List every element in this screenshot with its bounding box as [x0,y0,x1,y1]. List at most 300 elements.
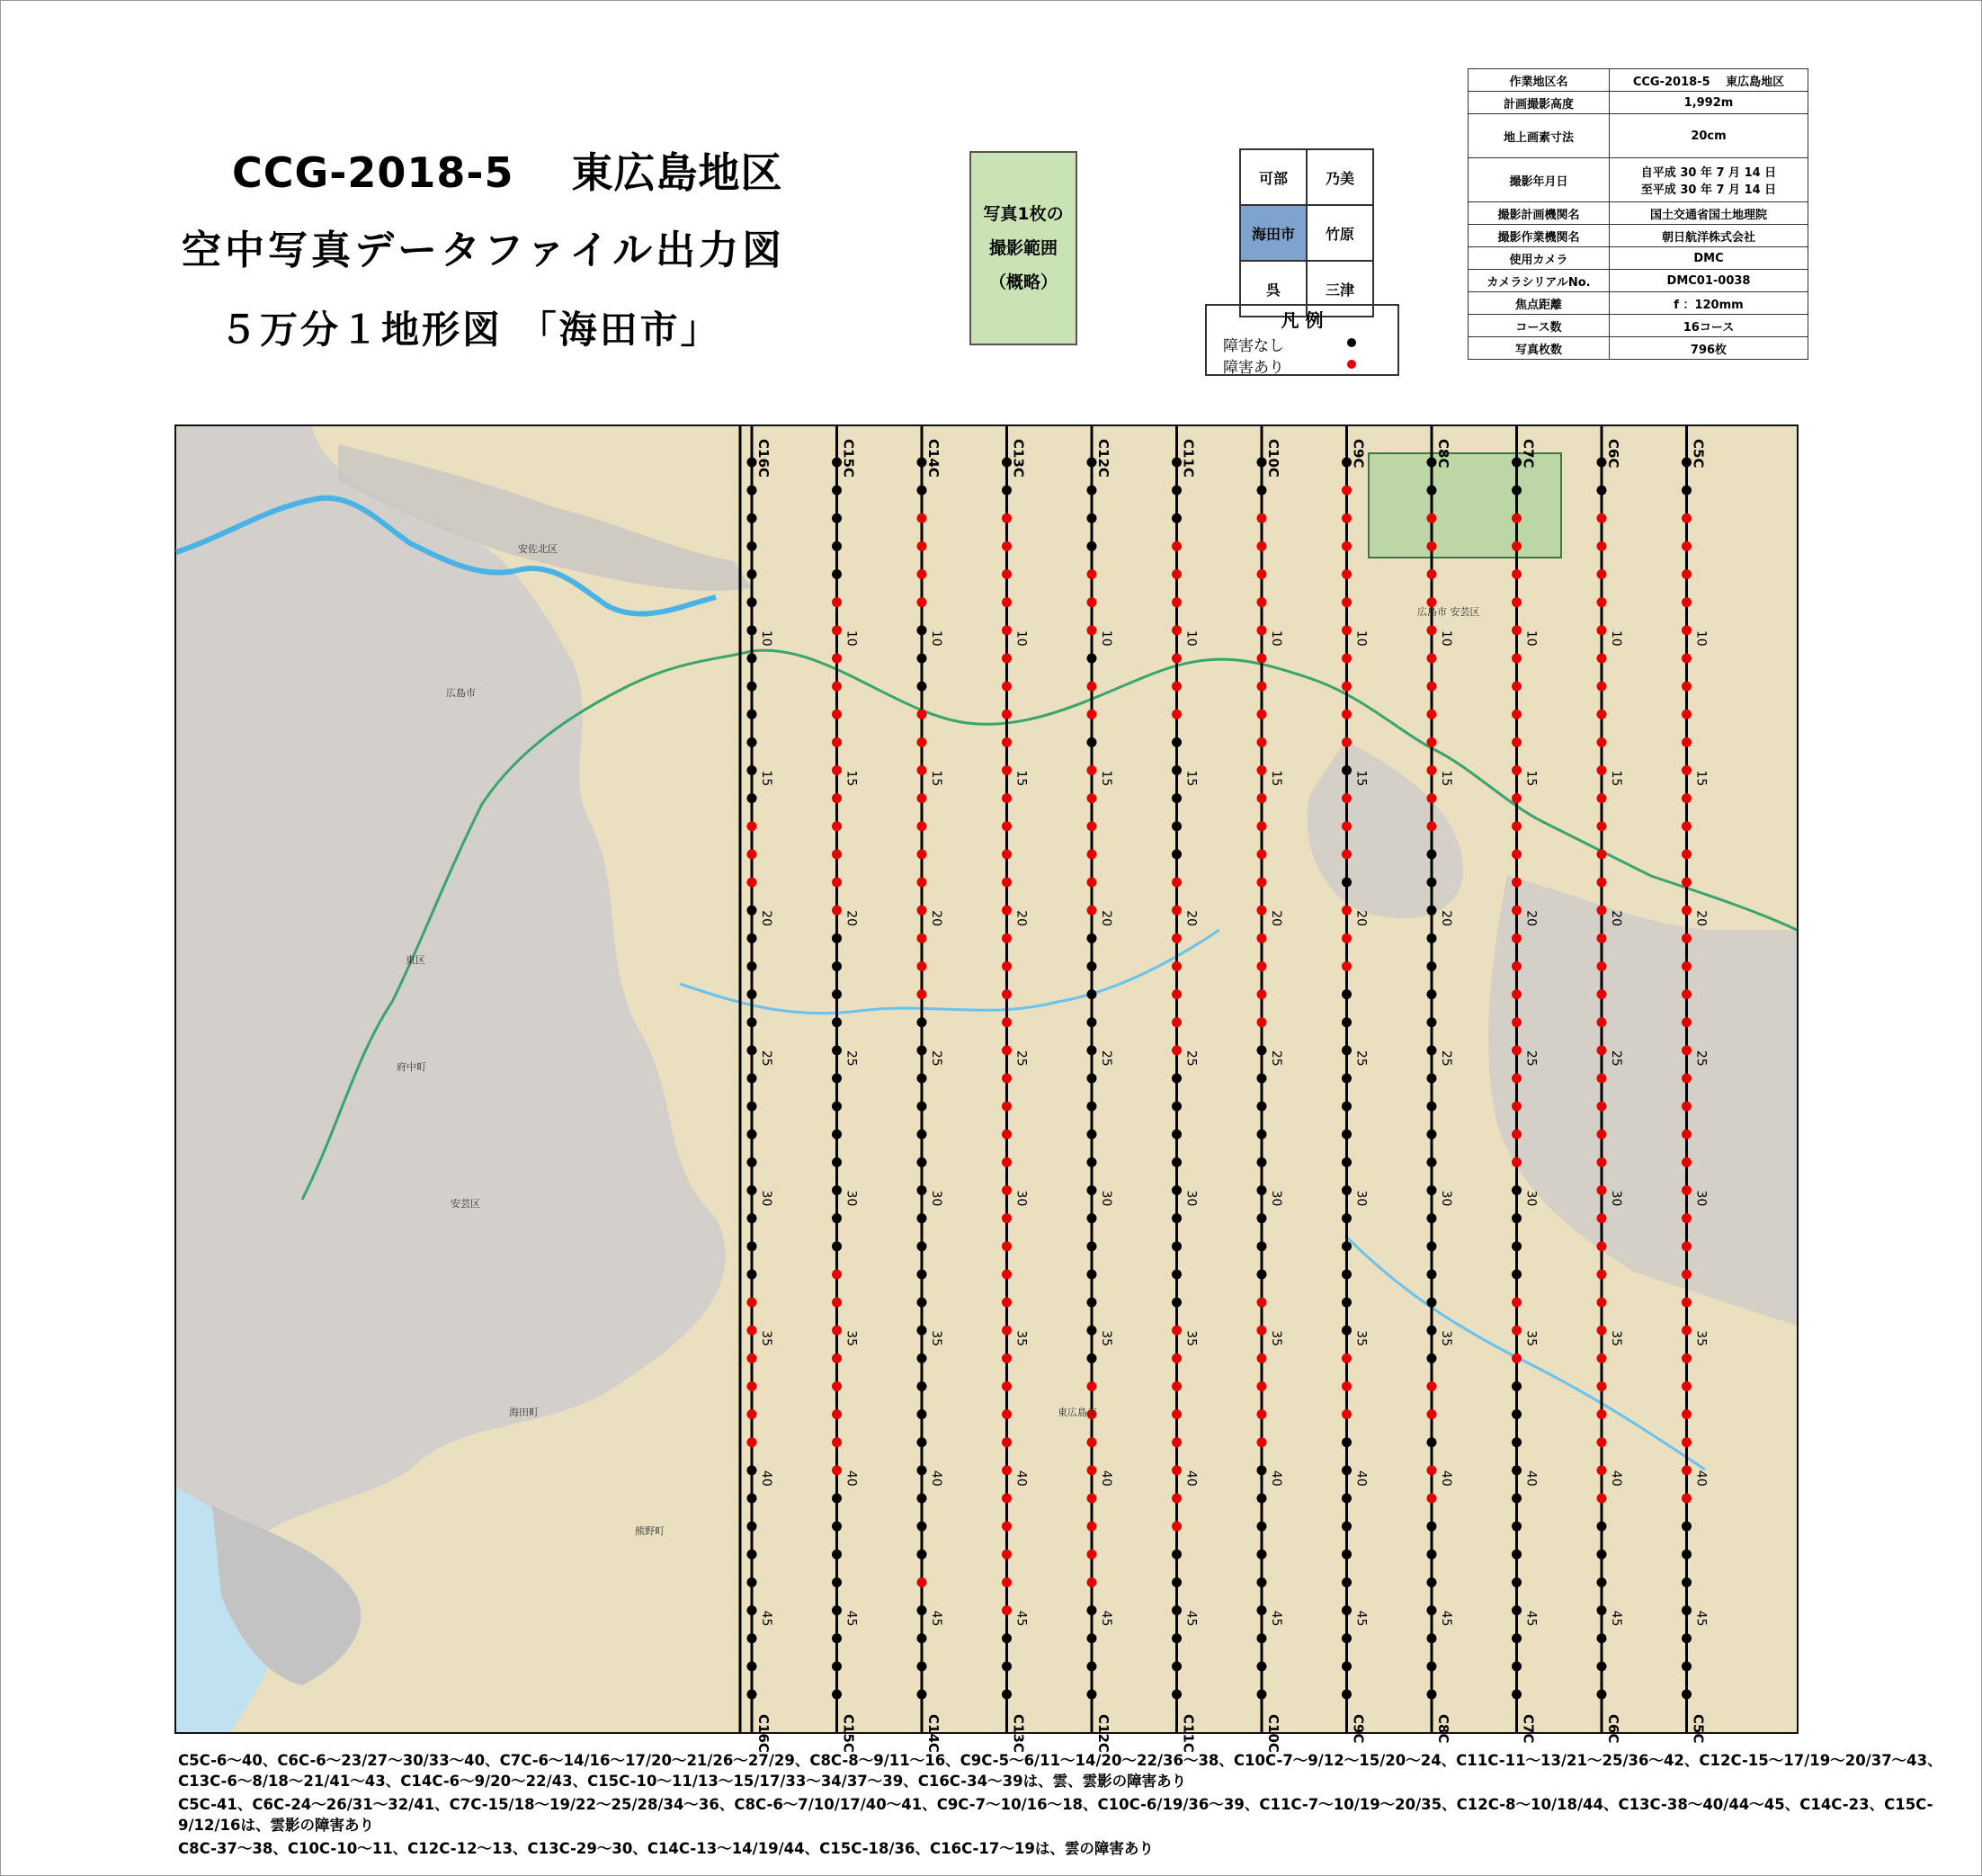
photo-point[interactable] [832,1437,842,1447]
photo-point[interactable] [1002,1326,1012,1336]
photo-point[interactable] [1512,1577,1522,1587]
photo-point[interactable] [1172,1661,1182,1671]
photo-point[interactable] [1002,1437,1012,1447]
photo-point[interactable] [1597,625,1607,635]
photo-point[interactable] [1597,737,1607,747]
photo-point[interactable] [1342,1241,1352,1251]
photo-point[interactable] [1087,765,1097,775]
photo-point[interactable] [1597,1409,1607,1419]
photo-point[interactable] [1427,1661,1437,1671]
photo-point[interactable] [1597,821,1607,831]
photo-point[interactable] [1682,1298,1692,1308]
photo-point[interactable] [1682,1437,1692,1447]
photo-point[interactable] [1087,541,1097,551]
photo-point[interactable] [1427,1577,1437,1587]
photo-point[interactable] [1597,1605,1607,1615]
photo-point[interactable] [1172,1326,1182,1336]
photo-point[interactable] [1257,1269,1267,1279]
photo-point[interactable] [1342,682,1352,692]
photo-point[interactable] [1682,961,1692,971]
photo-point[interactable] [917,1690,927,1700]
photo-point[interactable] [1087,653,1097,663]
photo-point[interactable] [1512,1269,1522,1279]
photo-point[interactable] [832,906,842,916]
photo-point[interactable] [1087,1381,1097,1391]
photo-point[interactable] [917,821,927,831]
photo-point[interactable] [747,1074,757,1084]
photo-point[interactable] [1257,934,1267,943]
photo-point[interactable] [917,682,927,692]
photo-point[interactable] [832,1465,842,1475]
photo-point[interactable] [1342,1494,1352,1504]
photo-point[interactable] [747,710,757,719]
photo-point[interactable] [1002,625,1012,635]
photo-point[interactable] [1597,849,1607,859]
photo-point[interactable] [1682,1577,1692,1587]
photo-point[interactable] [1512,1213,1522,1223]
photo-point[interactable] [1172,934,1182,943]
photo-point[interactable] [1172,1409,1182,1419]
photo-point[interactable] [917,1633,927,1643]
photo-point[interactable] [1172,1102,1182,1112]
photo-point[interactable] [917,1157,927,1167]
photo-point[interactable] [1002,1353,1012,1363]
photo-point[interactable] [917,1661,927,1671]
photo-point[interactable] [1512,514,1522,523]
photo-point[interactable] [1002,1661,1012,1671]
photo-point[interactable] [1342,710,1352,719]
photo-point[interactable] [1512,737,1522,747]
photo-point[interactable] [1682,1605,1692,1615]
photo-point[interactable] [917,906,927,916]
photo-point[interactable] [1597,541,1607,551]
photo-point[interactable] [1172,1465,1182,1475]
photo-point[interactable] [1682,906,1692,916]
photo-point[interactable] [1342,1074,1352,1084]
photo-point[interactable] [832,1241,842,1251]
photo-point[interactable] [1597,989,1607,999]
photo-point[interactable] [747,1326,757,1336]
photo-point[interactable] [1342,961,1352,971]
photo-point[interactable] [1002,1465,1012,1475]
photo-point[interactable] [1597,765,1607,775]
photo-point[interactable] [1427,793,1437,803]
photo-point[interactable] [1002,1409,1012,1419]
photo-point[interactable] [1342,1381,1352,1391]
photo-point[interactable] [1427,541,1437,551]
photo-point[interactable] [832,737,842,747]
photo-point[interactable] [1597,793,1607,803]
photo-point[interactable] [1682,653,1692,663]
photo-point[interactable] [747,1298,757,1308]
photo-point[interactable] [1002,1241,1012,1251]
photo-point[interactable] [1342,1690,1352,1700]
photo-point[interactable] [1342,793,1352,803]
photo-point[interactable] [747,1494,757,1504]
photo-point[interactable] [1087,1690,1097,1700]
photo-point[interactable] [1087,458,1097,468]
photo-point[interactable] [1087,682,1097,692]
photo-point[interactable] [1087,1605,1097,1615]
photo-point[interactable] [747,989,757,999]
photo-point[interactable] [1597,1241,1607,1251]
photo-point[interactable] [832,653,842,663]
photo-point[interactable] [1682,486,1692,496]
photo-point[interactable] [1172,486,1182,496]
photo-point[interactable] [1682,934,1692,943]
photo-point[interactable] [1257,1522,1267,1532]
photo-point[interactable] [1002,1633,1012,1643]
photo-point[interactable] [1342,486,1352,496]
photo-point[interactable] [832,625,842,635]
photo-point[interactable] [1257,878,1267,888]
photo-point[interactable] [1172,765,1182,775]
photo-point[interactable] [747,1157,757,1167]
photo-point[interactable] [1597,1437,1607,1447]
photo-point[interactable] [1342,1269,1352,1279]
photo-point[interactable] [1512,1381,1522,1391]
photo-point[interactable] [1257,906,1267,916]
photo-point[interactable] [1172,849,1182,859]
photo-point[interactable] [1002,765,1012,775]
photo-point[interactable] [1512,878,1522,888]
photo-point[interactable] [1087,961,1097,971]
photo-point[interactable] [1002,1269,1012,1279]
photo-point[interactable] [1002,737,1012,747]
photo-point[interactable] [917,1241,927,1251]
photo-point[interactable] [1087,1213,1097,1223]
photo-point[interactable] [1342,1157,1352,1167]
photo-point[interactable] [747,625,757,635]
photo-point[interactable] [1682,682,1692,692]
photo-point[interactable] [1087,737,1097,747]
photo-point[interactable] [1512,1494,1522,1504]
photo-point[interactable] [917,1465,927,1475]
photo-point[interactable] [1342,1633,1352,1643]
photo-point[interactable] [1087,821,1097,831]
photo-point[interactable] [1087,1633,1097,1643]
photo-point[interactable] [1597,1102,1607,1112]
photo-point[interactable] [917,1353,927,1363]
photo-point[interactable] [1427,989,1437,999]
photo-point[interactable] [917,934,927,943]
photo-point[interactable] [1512,569,1522,579]
photo-point[interactable] [1682,1661,1692,1671]
photo-point[interactable] [1342,1577,1352,1587]
photo-point[interactable] [917,793,927,803]
photo-point[interactable] [1512,458,1522,468]
photo-point[interactable] [832,1185,842,1195]
photo-point[interactable] [1257,541,1267,551]
photo-point[interactable] [1427,1045,1437,1055]
photo-point[interactable] [832,1353,842,1363]
photo-point[interactable] [1597,514,1607,523]
photo-point[interactable] [832,597,842,607]
photo-point[interactable] [1172,1185,1182,1195]
photo-point[interactable] [917,1298,927,1308]
photo-point[interactable] [832,1017,842,1027]
photo-point[interactable] [1172,1522,1182,1532]
photo-point[interactable] [1257,1690,1267,1700]
photo-point[interactable] [1597,710,1607,719]
photo-point[interactable] [1342,765,1352,775]
photo-point[interactable] [1257,1605,1267,1615]
photo-point[interactable] [1002,486,1012,496]
photo-point[interactable] [1682,1045,1692,1055]
photo-point[interactable] [832,1577,842,1587]
photo-point[interactable] [1172,710,1182,719]
photo-point[interactable] [1087,934,1097,943]
photo-point[interactable] [1682,541,1692,551]
photo-point[interactable] [1002,1157,1012,1167]
photo-point[interactable] [1427,1130,1437,1139]
photo-point[interactable] [1257,737,1267,747]
photo-point[interactable] [747,569,757,579]
photo-point[interactable] [1682,1102,1692,1112]
photo-point[interactable] [1002,906,1012,916]
photo-point[interactable] [832,821,842,831]
photo-point[interactable] [1597,1522,1607,1532]
photo-point[interactable] [747,682,757,692]
photo-point[interactable] [1427,1074,1437,1084]
photo-point[interactable] [1512,961,1522,971]
photo-point[interactable] [1682,1465,1692,1475]
photo-point[interactable] [1342,821,1352,831]
photo-point[interactable] [1342,878,1352,888]
photo-point[interactable] [747,1465,757,1475]
photo-point[interactable] [1512,1045,1522,1055]
photo-point[interactable] [917,710,927,719]
photo-point[interactable] [1172,625,1182,635]
photo-point[interactable] [1597,961,1607,971]
photo-point[interactable] [747,1185,757,1195]
photo-point[interactable] [1597,458,1607,468]
photo-point[interactable] [1512,1185,1522,1195]
photo-point[interactable] [1512,541,1522,551]
photo-point[interactable] [1597,906,1607,916]
photo-point[interactable] [1257,1577,1267,1587]
photo-point[interactable] [1257,1130,1267,1139]
photo-point[interactable] [917,597,927,607]
photo-point[interactable] [1257,1241,1267,1251]
photo-point[interactable] [747,1605,757,1615]
photo-point[interactable] [1257,1298,1267,1308]
photo-point[interactable] [1172,1241,1182,1251]
photo-point[interactable] [832,1633,842,1643]
photo-point[interactable] [1002,1130,1012,1139]
photo-point[interactable] [1342,1661,1352,1671]
photo-point[interactable] [832,486,842,496]
photo-point[interactable] [747,1017,757,1027]
photo-point[interactable] [1597,597,1607,607]
photo-point[interactable] [1342,1353,1352,1363]
photo-point[interactable] [1427,710,1437,719]
photo-point[interactable] [1002,1690,1012,1700]
photo-point[interactable] [917,961,927,971]
photo-point[interactable] [832,1326,842,1336]
photo-point[interactable] [1512,1017,1522,1027]
photo-point[interactable] [1342,625,1352,635]
photo-point[interactable] [1682,1633,1692,1643]
photo-point[interactable] [1257,710,1267,719]
photo-point[interactable] [1087,793,1097,803]
photo-point[interactable] [832,710,842,719]
photo-point[interactable] [1257,1661,1267,1671]
photo-point[interactable] [1172,1494,1182,1504]
photo-point[interactable] [1512,597,1522,607]
photo-point[interactable] [1427,625,1437,635]
photo-point[interactable] [1597,486,1607,496]
photo-point[interactable] [1257,625,1267,635]
photo-point[interactable] [1002,1381,1012,1391]
photo-point[interactable] [1597,1017,1607,1027]
photo-point[interactable] [1597,1074,1607,1084]
photo-point[interactable] [1087,569,1097,579]
photo-point[interactable] [917,878,927,888]
photo-point[interactable] [1427,1298,1437,1308]
photo-point[interactable] [1002,1522,1012,1532]
photo-point[interactable] [1172,1633,1182,1643]
photo-point[interactable] [832,569,842,579]
photo-point[interactable] [917,1409,927,1419]
photo-point[interactable] [1682,569,1692,579]
photo-point[interactable] [747,514,757,523]
photo-point[interactable] [1087,1269,1097,1279]
photo-point[interactable] [917,1522,927,1532]
photo-point[interactable] [1682,793,1692,803]
photo-point[interactable] [1342,1605,1352,1615]
photo-point[interactable] [832,1157,842,1167]
photo-point[interactable] [1087,1102,1097,1112]
photo-point[interactable] [1682,1017,1692,1027]
photo-point[interactable] [1257,1157,1267,1167]
photo-point[interactable] [832,1661,842,1671]
photo-point[interactable] [832,458,842,468]
photo-point[interactable] [1342,541,1352,551]
photo-point[interactable] [1257,1353,1267,1363]
photo-point[interactable] [747,541,757,551]
photo-point[interactable] [1427,878,1437,888]
photo-point[interactable] [832,1605,842,1615]
photo-point[interactable] [1512,682,1522,692]
photo-point[interactable] [747,1633,757,1643]
photo-point[interactable] [917,458,927,468]
photo-point[interactable] [1512,625,1522,635]
photo-point[interactable] [1002,1605,1012,1615]
photo-point[interactable] [1512,934,1522,943]
photo-point[interactable] [1087,1661,1097,1671]
photo-point[interactable] [1002,458,1012,468]
photo-point[interactable] [1002,961,1012,971]
photo-point[interactable] [1342,597,1352,607]
photo-point[interactable] [1427,458,1437,468]
photo-point[interactable] [1172,1157,1182,1167]
photo-point[interactable] [1002,1017,1012,1027]
photo-point[interactable] [1682,1157,1692,1167]
photo-point[interactable] [1427,1409,1437,1419]
photo-point[interactable] [1087,1577,1097,1587]
photo-point[interactable] [1087,1437,1097,1447]
photo-point[interactable] [1257,1102,1267,1112]
photo-point[interactable] [832,934,842,943]
photo-point[interactable] [1002,1102,1012,1112]
photo-point[interactable] [1002,793,1012,803]
photo-point[interactable] [747,1409,757,1419]
photo-point[interactable] [1172,458,1182,468]
photo-point[interactable] [832,1102,842,1112]
photo-point[interactable] [1682,1522,1692,1532]
photo-point[interactable] [747,653,757,663]
photo-point[interactable] [1427,1437,1437,1447]
photo-point[interactable] [1597,1298,1607,1308]
photo-point[interactable] [1172,541,1182,551]
photo-point[interactable] [832,1045,842,1055]
photo-point[interactable] [1342,1045,1352,1055]
photo-point[interactable] [1342,458,1352,468]
photo-point[interactable] [1427,682,1437,692]
photo-point[interactable] [1257,1633,1267,1643]
photo-point[interactable] [1682,1074,1692,1084]
photo-point[interactable] [1682,1213,1692,1223]
photo-point[interactable] [1087,1017,1097,1027]
photo-point[interactable] [1512,793,1522,803]
photo-point[interactable] [1597,1185,1607,1195]
photo-point[interactable] [917,737,927,747]
photo-point[interactable] [832,1522,842,1532]
photo-point[interactable] [1172,1690,1182,1700]
photo-point[interactable] [1427,1633,1437,1643]
photo-point[interactable] [747,1690,757,1700]
photo-point[interactable] [747,1381,757,1391]
photo-point[interactable] [1087,1465,1097,1475]
photo-point[interactable] [1427,934,1437,943]
photo-point[interactable] [1257,821,1267,831]
photo-point[interactable] [1257,849,1267,859]
photo-point[interactable] [917,1185,927,1195]
photo-point[interactable] [1342,989,1352,999]
photo-point[interactable] [747,1550,757,1559]
photo-point[interactable] [1172,1550,1182,1559]
photo-point[interactable] [1342,1326,1352,1336]
photo-point[interactable] [1427,1494,1437,1504]
photo-point[interactable] [1342,906,1352,916]
photo-point[interactable] [917,625,927,635]
photo-point[interactable] [1682,514,1692,523]
photo-point[interactable] [1512,1522,1522,1532]
photo-point[interactable] [832,793,842,803]
photo-point[interactable] [1427,1185,1437,1195]
photo-point[interactable] [917,1326,927,1336]
photo-point[interactable] [1172,1353,1182,1363]
photo-point[interactable] [1172,989,1182,999]
photo-point[interactable] [747,821,757,831]
photo-point[interactable] [1257,1465,1267,1475]
photo-point[interactable] [917,989,927,999]
photo-point[interactable] [1087,1353,1097,1363]
photo-point[interactable] [1682,737,1692,747]
photo-point[interactable] [1512,1633,1522,1643]
photo-point[interactable] [1257,1045,1267,1055]
photo-point[interactable] [1087,906,1097,916]
photo-point[interactable] [1172,1605,1182,1615]
photo-point[interactable] [1172,793,1182,803]
photo-point[interactable] [1512,1298,1522,1308]
photo-point[interactable] [1512,1074,1522,1084]
photo-point[interactable] [1682,765,1692,775]
photo-point[interactable] [1087,1326,1097,1336]
photo-point[interactable] [1427,1269,1437,1279]
photo-point[interactable] [1172,569,1182,579]
